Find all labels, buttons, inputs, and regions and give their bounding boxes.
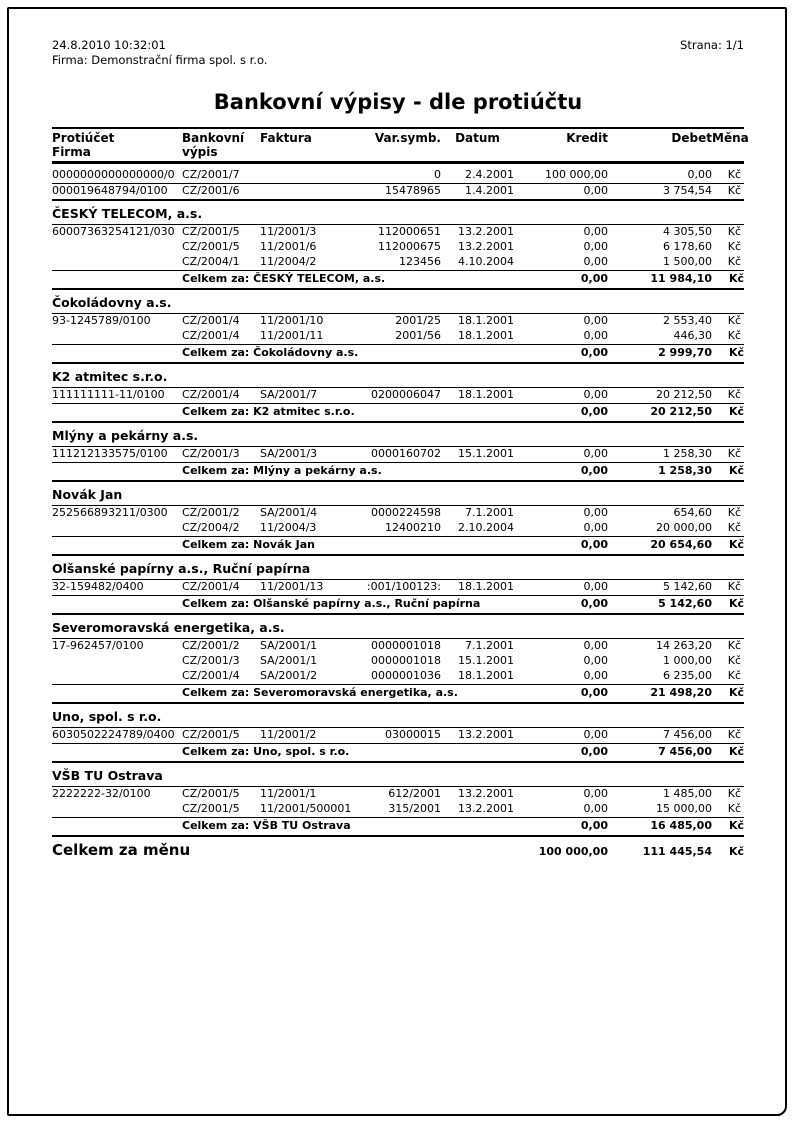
report-header — [52, 38, 744, 68]
cell-vypis: CZ/2001/5 — [182, 728, 260, 744]
cell-debet: 1 500,00 — [608, 255, 712, 271]
cell-kredit: 0,00 — [514, 744, 608, 763]
cell-vypis: CZ/2001/4 — [182, 669, 260, 685]
cell-kredit: 0,00 — [514, 271, 608, 290]
cell-debet: 20 000,00 — [608, 521, 712, 537]
cell-datum: 13.2.2001 — [458, 240, 514, 253]
header-label: Var.symb. — [374, 131, 441, 145]
group-header-row — [52, 200, 744, 225]
cell-protiucet — [52, 802, 182, 818]
cell-kredit: 100 000,00 — [514, 163, 608, 184]
cell-varsymb: 12400210 — [352, 521, 441, 537]
cell-kredit: 0,00 — [514, 802, 608, 818]
cell-faktura: 11/2001/2 — [260, 728, 352, 744]
cell-mena: Kč — [712, 184, 744, 201]
cell-protiucet — [52, 744, 182, 763]
data-row — [52, 728, 744, 744]
cell-kredit: 0,00 — [514, 521, 608, 537]
cell-kredit: 0,00 — [514, 818, 608, 837]
total-row — [52, 818, 744, 837]
data-row — [52, 388, 744, 404]
report-header-left — [52, 38, 267, 68]
cell-mena: Kč — [712, 404, 744, 423]
cell-varsymb: 612/2001 — [388, 787, 441, 800]
cell-debet: 446,30 — [608, 329, 712, 345]
group-header-row — [52, 703, 744, 728]
cell-vypis: CZ/2001/3 — [182, 447, 260, 463]
cell-kredit: 100 000,00 — [538, 845, 608, 858]
cell-vypis: CZ/2001/5 — [182, 225, 240, 238]
group-firma: Novák Jan — [52, 481, 744, 506]
cell-mena: Kč — [712, 580, 744, 596]
cell-debet: 7 456,00 — [608, 744, 712, 763]
group-firma: VŠB TU Ostrava — [52, 762, 744, 787]
cell-kredit: 0,00 — [583, 314, 608, 327]
cell-protiucet: 17-962457/0100 — [52, 639, 144, 652]
cell-mena: Kč — [712, 345, 744, 364]
cell-debet: 20 212,50 — [608, 388, 712, 404]
cell-kredit: 0,00 — [514, 685, 608, 704]
data-row — [52, 787, 744, 803]
cell-debet: 7 456,00 — [608, 728, 712, 744]
cell-faktura: 11/2001/6 — [260, 240, 317, 253]
cell-kredit: 0,00 — [583, 654, 608, 667]
cell-protiucet: 32-159482/0400 — [52, 580, 182, 596]
cell-kredit: 0,00 — [514, 404, 608, 423]
cell-faktura: SA/2001/1 — [260, 639, 318, 652]
cell-debet: 4 305,50 — [663, 225, 712, 238]
header-label: Faktura — [260, 131, 312, 145]
cell-mena: Kč — [712, 818, 744, 837]
cell-kredit: 0,00 — [514, 728, 608, 744]
report-table — [52, 127, 749, 862]
cell-varsymb: 112000651 — [378, 225, 441, 238]
cell-debet: 11 984,10 — [608, 271, 712, 290]
cell-vypis: CZ/2001/3 — [182, 654, 240, 667]
header-label: Kredit — [566, 131, 608, 145]
cell-debet: 20 654,60 — [608, 537, 712, 556]
data-row — [52, 329, 744, 345]
group-header-row — [52, 422, 744, 447]
cell-mena: Kč — [727, 225, 741, 238]
total-row — [52, 744, 744, 763]
page-number: Strana: 1/1 — [680, 38, 744, 52]
header-label: Debet — [671, 131, 712, 145]
cell-varsymb: 0000001036 — [352, 669, 441, 685]
cell-debet: 6 178,60 — [663, 240, 712, 253]
cell-faktura: SA/2001/2 — [260, 669, 352, 685]
cell-faktura: 11/2001/1 — [260, 787, 317, 800]
total-label: Celkem za: Novák Jan — [182, 537, 514, 556]
cell-datum: 7.1.2001 — [465, 639, 514, 652]
data-row — [52, 802, 744, 818]
cell-protiucet: 60007363254121/030 — [52, 225, 175, 238]
cell-varsymb: 2001/56 — [352, 329, 441, 345]
group-firma: Olšanské papírny a.s., Ruční papírna — [52, 555, 744, 580]
cell-faktura: 11/2001/500001 — [260, 802, 352, 818]
header-cell-datum — [441, 128, 514, 163]
header-label2: Firma — [52, 145, 91, 159]
cell-protiucet — [52, 329, 182, 345]
cell-debet: 3 754,54 — [608, 184, 712, 201]
cell-vypis: CZ/2001/5 — [182, 802, 260, 818]
cell-debet: 1 258,30 — [608, 447, 712, 463]
cell-protiucet — [52, 818, 182, 837]
cell-debet: 20 212,50 — [608, 404, 712, 423]
header-cell-protiucet — [52, 128, 182, 163]
total-label: Celkem za: ČESKÝ TELECOM, a.s. — [182, 271, 514, 290]
cell-vypis: CZ/2001/7 — [182, 163, 260, 184]
cell-vypis: CZ/2001/2 — [182, 506, 240, 519]
cell-datum: 18.1.2001 — [441, 329, 514, 345]
cell-faktura: 11/2001/10 — [260, 314, 324, 327]
group-header-row — [52, 481, 744, 506]
group-header-row — [52, 289, 744, 314]
cell-mena: Kč — [727, 787, 741, 800]
header-label: Měna — [712, 131, 749, 145]
cell-debet: 1 485,00 — [663, 787, 712, 800]
cell-varsymb: 123456 — [352, 255, 441, 271]
cell-kredit: 0,00 — [583, 225, 608, 238]
cell-kredit: 0,00 — [514, 580, 608, 596]
cell-varsymb: 0000160702 — [352, 447, 441, 463]
cell-mena: Kč — [712, 728, 744, 744]
cell-mena: Kč — [712, 802, 744, 818]
cell-protiucet: 2222222-32/0100 — [52, 787, 151, 800]
cell-protiucet — [52, 240, 182, 255]
cell-vypis: CZ/2001/4 — [182, 329, 260, 345]
header-cell-mena — [712, 128, 749, 163]
cell-debet: 16 485,00 — [608, 818, 712, 837]
cell-protiucet — [52, 345, 182, 364]
report-firma-line: Firma: Demonstrační firma spol. s r.o. — [52, 53, 268, 67]
cell-debet: 1 258,30 — [608, 463, 712, 482]
cell-varsymb: 0 — [352, 163, 441, 184]
data-row — [52, 669, 744, 685]
cell-mena: Kč — [727, 654, 741, 667]
data-row — [52, 184, 744, 201]
total-row — [52, 463, 744, 482]
group-header-row — [52, 762, 744, 787]
cell-protiucet — [52, 404, 182, 423]
data-row — [52, 240, 744, 255]
cell-kredit: 0,00 — [514, 329, 608, 345]
group-header-row — [52, 363, 744, 388]
cell-varsymb: 315/2001 — [352, 802, 441, 818]
cell-vypis: CZ/2004/1 — [182, 255, 260, 271]
data-row — [52, 506, 744, 522]
data-row — [52, 255, 744, 271]
cell-kredit: 0,00 — [514, 184, 608, 201]
total-label: Celkem za: Uno, spol. s r.o. — [182, 744, 514, 763]
cell-protiucet: 111111111-11/0100 — [52, 388, 182, 404]
cell-mena: Kč — [712, 669, 744, 685]
cell-varsymb: 15478965 — [352, 184, 441, 201]
cell-kredit: 0,00 — [514, 345, 608, 364]
data-row — [52, 225, 744, 241]
cell-mena: Kč — [712, 271, 744, 290]
group-firma: Severomoravská energetika, a.s. — [52, 614, 744, 639]
cell-protiucet: 6030502224789/0400 — [52, 728, 182, 744]
data-row — [52, 521, 744, 537]
table-header-row — [52, 128, 744, 163]
cell-kredit: 0,00 — [514, 537, 608, 556]
cell-datum: 18.1.2001 — [441, 580, 514, 596]
table-body — [52, 163, 744, 863]
header-cell-vypis — [182, 128, 260, 163]
data-row — [52, 314, 744, 330]
cell-debet: 654,60 — [673, 506, 712, 519]
cell-faktura: 11/2001/11 — [260, 329, 352, 345]
cell-protiucet — [52, 537, 182, 556]
cell-mena: Kč — [712, 596, 744, 615]
cell-debet: 1 000,00 — [663, 654, 712, 667]
header-cell-debet — [608, 128, 712, 163]
cell-datum: 2.10.2004 — [441, 521, 514, 537]
header-label: Protiúčet — [52, 131, 115, 145]
cell-kredit: 0,00 — [583, 506, 608, 519]
cell-kredit: 0,00 — [583, 240, 608, 253]
data-row — [52, 447, 744, 463]
group-firma: Uno, spol. s r.o. — [52, 703, 744, 728]
header-cell-kredit — [514, 128, 608, 163]
header-cell-faktura — [260, 128, 352, 163]
cell-mena: Kč — [712, 388, 744, 404]
cell-protiucet: 000019648794/0100 — [52, 184, 182, 201]
cell-debet: 14 263,20 — [656, 639, 712, 652]
cell-debet: 6 235,00 — [608, 669, 712, 685]
cell-datum: 13.2.2001 — [458, 787, 514, 800]
cell-mena: Kč — [728, 845, 744, 858]
data-row — [52, 163, 744, 184]
cell-datum: 15.1.2001 — [441, 447, 514, 463]
cell-datum: 1.4.2001 — [441, 184, 514, 201]
cell-debet: 2 999,70 — [608, 345, 712, 364]
cell-protiucet — [52, 255, 182, 271]
group-header-row — [52, 555, 744, 580]
cell-kredit: 0,00 — [514, 596, 608, 615]
cell-faktura — [260, 163, 352, 184]
cell-datum: 18.1.2001 — [441, 388, 514, 404]
data-row — [52, 639, 744, 655]
cell-mena: Kč — [712, 521, 744, 537]
cell-vypis: CZ/2004/2 — [182, 521, 260, 537]
cell-faktura: SA/2001/1 — [260, 654, 318, 667]
cell-faktura: 11/2001/3 — [260, 225, 317, 238]
cell-varsymb: 2001/25 — [395, 314, 441, 327]
cell-mena: Kč — [712, 685, 744, 704]
cell-vypis: CZ/2001/4 — [182, 314, 240, 327]
cell-protiucet: 0000000000000000/0 — [52, 163, 182, 184]
cell-vypis: CZ/2001/5 — [182, 787, 240, 800]
cell-kredit: 0,00 — [514, 255, 608, 271]
cell-vypis: CZ/2001/6 — [182, 184, 260, 201]
report-datetime: 24.8.2010 10:32:01 — [52, 38, 166, 52]
cell-mena: Kč — [712, 537, 744, 556]
cell-datum: 2.4.2001 — [441, 163, 514, 184]
total-row — [52, 404, 744, 423]
cell-datum: 18.1.2001 — [458, 314, 514, 327]
cell-protiucet: 93-1245789/0100 — [52, 314, 151, 327]
cell-faktura: SA/2001/7 — [260, 388, 352, 404]
total-row — [52, 537, 744, 556]
cell-vypis: CZ/2001/2 — [182, 639, 240, 652]
cell-faktura: SA/2001/3 — [260, 447, 352, 463]
cell-mena: Kč — [727, 506, 741, 519]
total-row — [52, 596, 744, 615]
cell-datum: 13.2.2001 — [441, 802, 514, 818]
cell-varsymb: 0000001018 — [371, 654, 441, 667]
cell-debet: 5 142,60 — [608, 596, 712, 615]
total-row — [52, 271, 744, 290]
group-firma: Čokoládovny a.s. — [52, 289, 744, 314]
cell-vypis: CZ/2001/4 — [182, 388, 260, 404]
cell-mena: Kč — [727, 639, 741, 652]
cell-debet: 21 498,20 — [608, 685, 712, 704]
cell-faktura: SA/2001/4 — [260, 506, 318, 519]
cell-varsymb: 0200006047 — [352, 388, 441, 404]
total-label: Celkem za: Čokoládovny a.s. — [182, 345, 514, 364]
cell-vypis: CZ/2001/5 — [182, 240, 240, 253]
cell-faktura: 11/2004/2 — [260, 255, 352, 271]
cell-vypis: CZ/2001/4 — [182, 580, 260, 596]
cell-debet: 15 000,00 — [608, 802, 712, 818]
group-firma: ČESKÝ TELECOM, a.s. — [52, 200, 744, 225]
cell-mena: Kč — [712, 463, 744, 482]
cell-protiucet — [52, 521, 182, 537]
group-firma: K2 atmitec s.r.o. — [52, 363, 744, 388]
cell-datum: 15.1.2001 — [458, 654, 514, 667]
grand-total-label: Celkem za měnu — [52, 841, 191, 859]
total-label: Celkem za: K2 atmitec s.r.o. — [182, 404, 514, 423]
cell-kredit: 0,00 — [514, 388, 608, 404]
cell-protiucet — [52, 669, 182, 685]
cell-faktura: 11/2001/13 — [260, 580, 352, 596]
cell-faktura — [260, 184, 352, 201]
cell-debet: 111 445,54 — [642, 845, 712, 858]
total-label: Celkem za: Severomoravská energetika, a.s. — [182, 685, 514, 704]
report-page — [52, 38, 749, 862]
cell-protiucet: 111212133575/0100 — [52, 447, 182, 463]
cell-protiucet — [52, 596, 182, 615]
cell-protiucet — [52, 654, 182, 669]
cell-mena: Kč — [712, 329, 744, 345]
cell-varsymb: 0000224598 — [371, 506, 441, 519]
cell-debet: 0,00 — [608, 163, 712, 184]
cell-varsymb: 03000015 — [352, 728, 441, 744]
cell-datum: 13.2.2001 — [458, 225, 514, 238]
header-cell-varsymb — [352, 128, 441, 163]
header-label: Datum — [455, 131, 500, 145]
cell-varsymb: 0000001018 — [371, 639, 441, 652]
cell-mena: Kč — [712, 255, 744, 271]
cell-protiucet — [52, 271, 182, 290]
cell-faktura: 11/2004/3 — [260, 521, 352, 537]
cell-datum: 7.1.2001 — [465, 506, 514, 519]
cell-mena: Kč — [712, 744, 744, 763]
cell-kredit: 0,00 — [514, 447, 608, 463]
total-label: Celkem za: VŠB TU Ostrava — [182, 818, 514, 837]
cell-datum: 13.2.2001 — [441, 728, 514, 744]
cell-protiucet: 252566893211/0300 — [52, 506, 168, 519]
total-row — [52, 345, 744, 364]
cell-mena: Kč — [727, 240, 741, 253]
total-label: Celkem za: Olšanské papírny a.s., Ruční papírna — [182, 596, 514, 615]
total-label: Celkem za: Mlýny a pekárny a.s. — [182, 463, 514, 482]
cell-protiucet — [52, 685, 182, 704]
cell-datum: 4.10.2004 — [441, 255, 514, 271]
cell-kredit: 0,00 — [514, 463, 608, 482]
header-label: Bankovní — [182, 131, 245, 145]
cell-kredit: 0,00 — [583, 639, 608, 652]
data-row — [52, 580, 744, 596]
data-row — [52, 654, 744, 669]
group-firma: Mlýny a pekárny a.s. — [52, 422, 744, 447]
report-title: Bankovní výpisy - dle protiúčtu — [213, 90, 583, 114]
group-header-row — [52, 614, 744, 639]
grand-total-row — [52, 836, 744, 862]
cell-kredit: 0,00 — [514, 669, 608, 685]
cell-protiucet — [52, 463, 182, 482]
cell-varsymb: 112000675 — [378, 240, 441, 253]
cell-kredit: 0,00 — [583, 787, 608, 800]
cell-debet: 5 142,60 — [608, 580, 712, 596]
cell-mena: Kč — [712, 447, 744, 463]
total-row — [52, 685, 744, 704]
header-label2: výpis — [182, 145, 218, 159]
cell-datum: 18.1.2001 — [441, 669, 514, 685]
cell-debet: 2 553,40 — [663, 314, 712, 327]
cell-mena: Kč — [712, 163, 744, 184]
cell-varsymb: :001/100123: — [352, 580, 441, 596]
cell-mena: Kč — [727, 314, 741, 327]
